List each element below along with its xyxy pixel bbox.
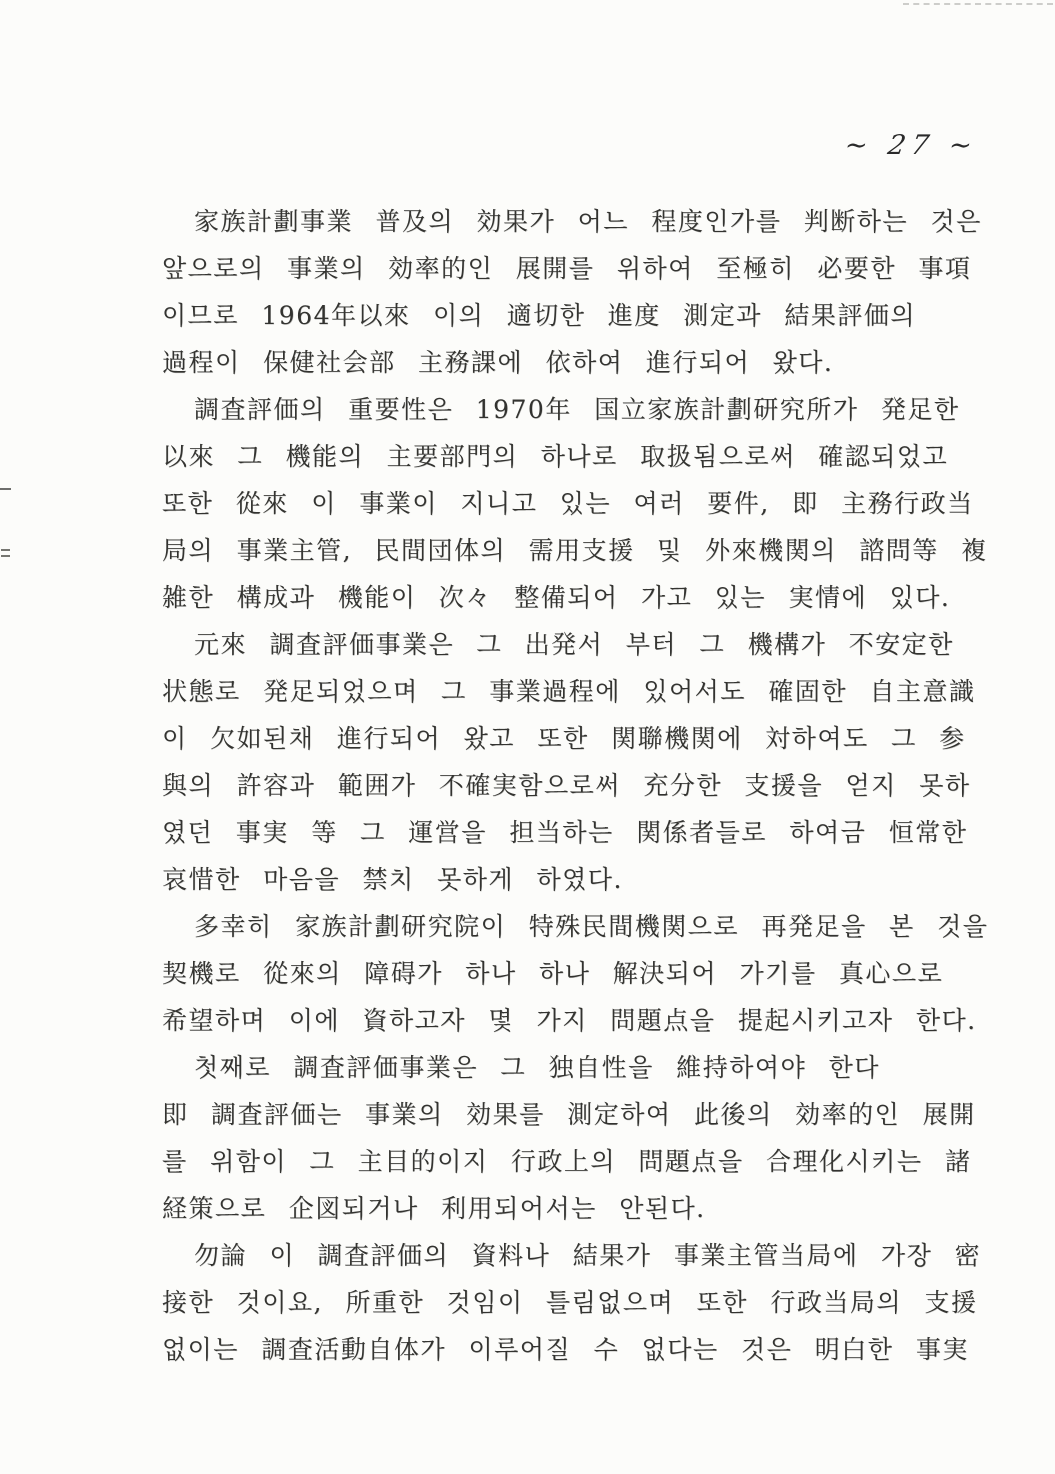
text-line: 契機로 從來의 障碍가 하나 하나 解決되어 가기를 真心으로 (162, 959, 944, 988)
paragraph (162, 903, 989, 1044)
text-line: 接한 것이요, 所重한 것임이 틀림없으며 또한 行政当局의 支援 (162, 1288, 978, 1317)
scan-margin-mark (1, 549, 10, 551)
text-line: 이므로 1964年以來 이의 適切한 進度 測定과 結果評価의 (162, 301, 917, 330)
paragraph (162, 1091, 976, 1232)
text-line: 多幸히 家族計劃研究院이 特殊民間機関으로 再発足을 본 것을 (194, 912, 989, 941)
paragraph (162, 386, 988, 621)
scan-artifact-dashed-line (903, 3, 1053, 5)
text-line: 元來 調査評価事業은 그 出発서 부터 그 機構가 不安定한 (194, 630, 954, 659)
document-body (162, 198, 989, 1373)
scan-margin-mark (0, 488, 11, 490)
text-line: 希望하며 이에 資하고자 몇 가지 問題点을 提起시키고자 한다. (162, 1006, 977, 1035)
text-line: 또한 從來 이 事業이 지니고 있는 여러 要件, 即 主務行政当 (162, 489, 974, 518)
text-line: 過程이 保健社会部 主務課에 依하여 進行되어 왔다. (162, 348, 834, 377)
paragraph (162, 621, 976, 903)
text-line: 以來 그 機能의 主要部門의 하나로 取扱됨으로써 確認되었고 (162, 442, 949, 471)
text-line: 를 위함이 그 主目的이지 行政上의 問題点을 合理化시키는 諸 (162, 1147, 972, 1176)
text-line: 없이는 調査活動自体가 이루어질 수 없다는 것은 明白한 事実 (162, 1335, 969, 1364)
text-line: 哀惜한 마음을 禁치 못하게 하였다. (162, 865, 623, 894)
text-line: 與의 許容과 範囲가 不確実함으로써 充分한 支援을 얻지 못하 (162, 771, 971, 800)
text-line: 家族計劃事業 普及의 効果가 어느 程度인가를 判断하는 것은 (194, 207, 982, 236)
paragraph (162, 198, 982, 386)
paragraph (162, 1044, 962, 1091)
text-line: 勿論 이 調査評価의 資料나 結果가 事業主管当局에 가장 密 (194, 1241, 982, 1270)
text-line: 局의 事業主管, 民間団体의 需用支援 및 外來機関의 諮問等 複 (162, 536, 988, 565)
text-line: 調査評価의 重要性은 1970年 国立家族計劃研究所가 発足한 (194, 395, 960, 424)
paragraph (162, 1232, 982, 1373)
text-line: 雑한 構成과 機能이 次々 整備되어 가고 있는 実情에 있다. (162, 583, 951, 612)
text-line: 첫째로 調査評価事業은 그 独自性을 維持하여야 한다 (194, 1053, 880, 1082)
text-line: 이 欠如된채 進行되어 왔고 또한 関聯機関에 対하여도 그 参 (162, 724, 966, 753)
text-line: 経策으로 企図되거나 利用되어서는 안된다. (162, 1194, 706, 1223)
page-number: ~ 27 ~ (842, 130, 981, 161)
text-line: 状態로 発足되었으며 그 事業過程에 있어서도 確固한 自主意識 (162, 677, 976, 706)
text-line: 였던 事実 等 그 運営을 担当하는 関係者들로 하여금 恒常한 (162, 818, 968, 847)
text-line: 即 調査評価는 事業의 効果를 測定하여 此後의 効率的인 展開 (162, 1100, 976, 1129)
text-line: 앞으로의 事業의 効率的인 展開를 위하여 至極히 必要한 事項 (162, 254, 972, 283)
